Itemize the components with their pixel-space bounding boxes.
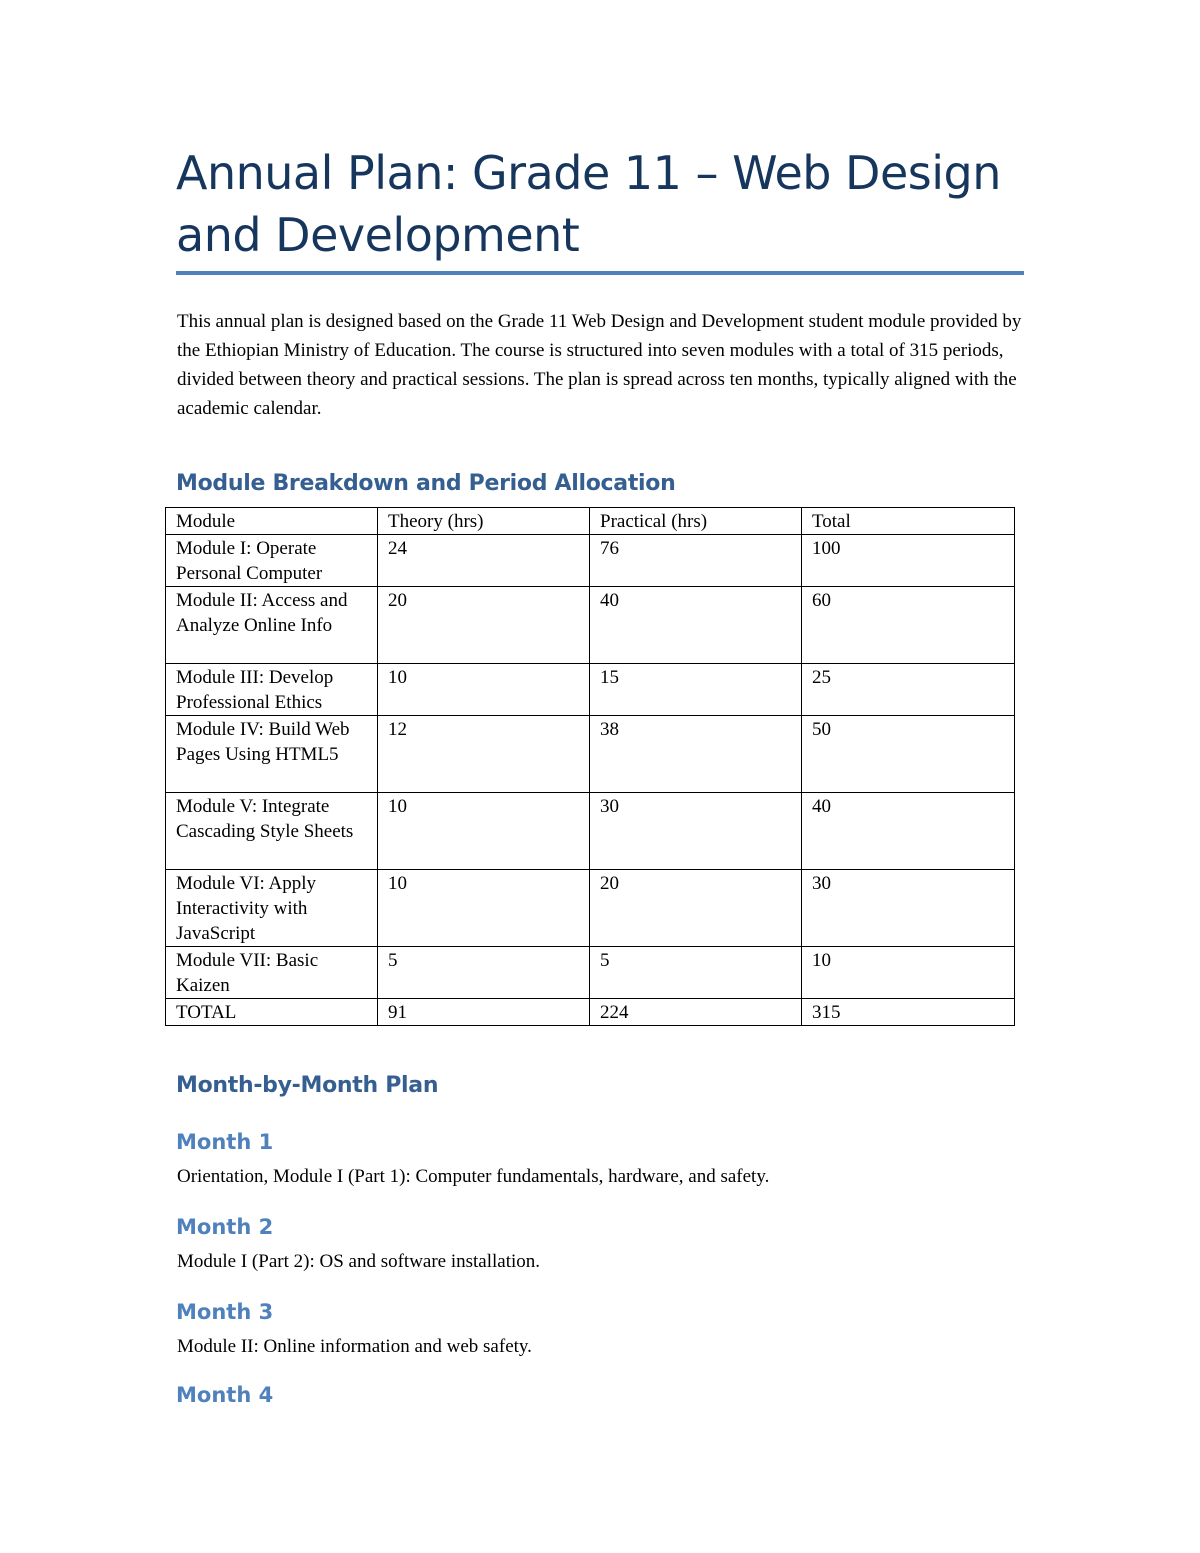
month-heading: Month 2 [176,1215,274,1239]
module-name-cell: Module II: Access and Analyze Online Info [166,587,378,664]
column-header: Theory (hrs) [378,508,590,535]
total-label-cell: TOTAL [166,999,378,1026]
theory-cell: 5 [378,947,590,999]
document-title: Annual Plan: Grade 11 – Web Design and Development [176,146,1001,262]
grand-total-cell: 315 [802,999,1015,1026]
table-row [166,793,1015,870]
total-cell: 50 [802,716,1015,793]
table-row [166,587,1015,664]
table-row [166,870,1015,947]
practical-total-cell: 224 [590,999,802,1026]
module-name-cell: Module III: Develop Professional Ethics [166,664,378,716]
theory-cell: 20 [378,587,590,664]
month-description: Module I (Part 2): OS and software installation. [177,1251,541,1272]
practical-cell: 20 [590,870,802,947]
title-underline [176,271,1024,275]
total-cell: 40 [802,793,1015,870]
breakdown-heading: Module Breakdown and Period Allocation [176,471,676,496]
table-row [166,716,1015,793]
total-cell: 25 [802,664,1015,716]
column-header: Practical (hrs) [590,508,802,535]
column-header: Module [166,508,378,535]
practical-cell: 30 [590,793,802,870]
theory-cell: 24 [378,535,590,587]
practical-cell: 15 [590,664,802,716]
practical-cell: 38 [590,716,802,793]
module-name-cell: Module IV: Build Web Pages Using HTML5 [166,716,378,793]
total-cell: 30 [802,870,1015,947]
theory-cell: 12 [378,716,590,793]
theory-total-cell: 91 [378,999,590,1026]
month-description: Orientation, Module I (Part 1): Computer fundamentals, hardware, and safety. [177,1166,770,1187]
month-heading: Month 4 [176,1383,274,1407]
module-name-cell: Module I: Operate Personal Computer [166,535,378,587]
month-heading: Month 3 [176,1300,274,1324]
month-description: Module II: Online information and web safety. [177,1336,532,1357]
monthly-plan-heading: Month-by-Month Plan [176,1073,439,1098]
module-name-cell: Module VI: Apply Interactivity with JavaScript [166,870,378,947]
module-table [165,507,1015,1026]
table-total-row [166,999,1015,1026]
practical-cell: 76 [590,535,802,587]
table-row [166,947,1015,999]
table-row [166,535,1015,587]
table-header-row [166,508,1015,535]
total-cell: 100 [802,535,1015,587]
column-header: Total [802,508,1015,535]
theory-cell: 10 [378,793,590,870]
month-heading: Month 1 [176,1130,274,1154]
intro-paragraph: This annual plan is designed based on the Grade 11 Web Design and Development student module provided by the Ethiopian Ministry of Education. The course is structured into seven modules with a total of 315 periods, divided between theory and practical sessions. The plan is spread across ten months, typically aligned with the academic calendar. [177,311,1022,419]
table-row [166,664,1015,716]
practical-cell: 5 [590,947,802,999]
module-name-cell: Module VII: Basic Kaizen [166,947,378,999]
module-name-cell: Module V: Integrate Cascading Style Sheets [166,793,378,870]
theory-cell: 10 [378,870,590,947]
total-cell: 60 [802,587,1015,664]
practical-cell: 40 [590,587,802,664]
total-cell: 10 [802,947,1015,999]
theory-cell: 10 [378,664,590,716]
